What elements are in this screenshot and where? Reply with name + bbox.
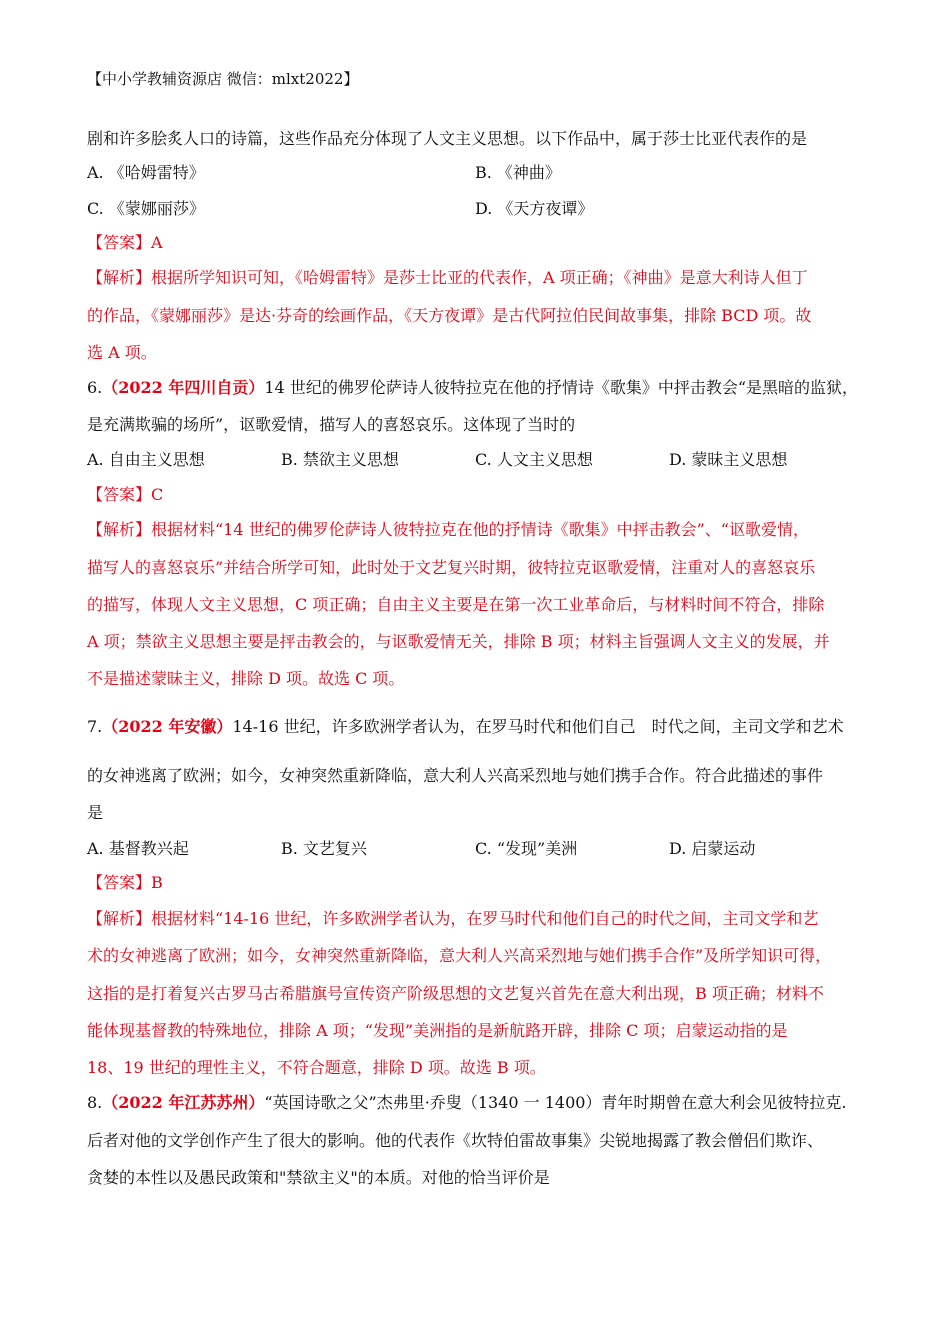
q5-stem: 剧和许多脍炙人口的诗篇，这些作品充分体现了人文主义思想。以下作品中，属于莎士比亚代表作的是	[87, 129, 808, 148]
q5-analysis-line: 选 A 项。	[87, 343, 157, 362]
q5-option-a: A. 《哈姆雷特》	[87, 163, 205, 182]
q5-analysis-line: 【解析】根据所学知识可知，《哈姆雷特》是莎士比亚的代表作，A 项正确；《神曲》是意大利诗人但丁	[87, 268, 808, 287]
q7-analysis-line: 18、19 世纪的理性主义，不符合题意，排除 D 项。故选 B 项。	[87, 1058, 546, 1077]
q6-source: （2022 年四川自贡）	[102, 378, 265, 397]
q6-option-b: B. 禁欲主义思想	[281, 450, 399, 469]
q6-option-d: D. 蒙昧主义思想	[669, 450, 788, 469]
q6-answer: 【答案】C	[87, 485, 164, 504]
q6-analysis-line: 描写人的喜怒哀乐”并结合所学可知，此时处于文艺复兴时期，彼特拉克讴歌爱情，注重对人的喜怒哀乐	[87, 558, 816, 577]
q7-analysis-line: 【解析】根据材料“14-16 世纪，许多欧洲学者认为，在罗马时代和他们自己的时代之间，主司文学和艺	[87, 909, 819, 928]
q8-stem-line-1	[87, 1093, 847, 1113]
q6-stem-text: 14 世纪的佛罗伦萨诗人彼特拉克在他的抒情诗《歌集》中抨击教会“是黑暗的监狱，	[264, 378, 859, 397]
q5-option-d: D. 《天方夜谭》	[475, 199, 594, 218]
q7-analysis-line: 能体现基督教的特殊地位，排除 A 项；“发现”美洲指的是新航路开辟，排除 C 项；启蒙运动指的是	[87, 1021, 788, 1040]
q7-answer: 【答案】B	[87, 873, 163, 892]
q6-number: 6.	[87, 378, 103, 397]
q7-stem-line-1	[87, 717, 844, 737]
q5-answer: 【答案】A	[87, 233, 163, 252]
q8-stem-line-3: 贪婪的本性以及愚民政策和"禁欲主义"的本质。对他的恰当评价是	[87, 1168, 550, 1187]
q7-option-c: C. “发现”美洲	[475, 839, 578, 858]
q7-number: 7.	[87, 717, 103, 736]
page-header: 【中小学教辅资源店 微信：mlxt2022】	[87, 70, 359, 88]
q7-analysis-line: 这指的是打着复兴古罗马古希腊旗号宣传资产阶级思想的文艺复兴首先在意大利出现，B 项正确；材料不	[87, 984, 824, 1003]
q7-stem-text: 14-16 世纪，许多欧洲学者认为，在罗马时代和他们自己 时代之间，主司文学和艺术	[232, 717, 844, 736]
q7-option-a: A. 基督教兴起	[87, 839, 189, 858]
q8-number: 8.	[87, 1093, 103, 1112]
q7-source: （2022 年安徽）	[102, 717, 233, 736]
q6-analysis-line: 的描写，体现人文主义思想，C 项正确；自由主义主要是在第一次工业革命后，与材料时间不符合，排除	[87, 595, 825, 614]
q5-analysis-line: 的作品，《蒙娜丽莎》是达·芬奇的绘画作品，《天方夜谭》是古代阿拉伯民间故事集，排除 BCD 项。故	[87, 306, 812, 325]
q7-stem-line-3: 是	[87, 803, 104, 822]
q7-option-b: B. 文艺复兴	[281, 839, 367, 858]
q8-source: （2022 年江苏苏州）	[102, 1093, 265, 1112]
q6-option-a: A. 自由主义思想	[87, 450, 205, 469]
q7-option-d: D. 启蒙运动	[669, 839, 756, 858]
q7-analysis-line: 术的女神逃离了欧洲；如今，女神突然重新降临，意大利人兴高采烈地与她们携手合作”及所学知识可得，	[87, 946, 832, 965]
q6-stem-line-1	[87, 378, 858, 398]
q6-analysis-line: 不是描述蒙昧主义，排除 D 项。故选 C 项。	[87, 669, 405, 688]
q8-stem-line-2: 后者对他的文学创作产生了很大的影响。他的代表作《坎特伯雷故事集》尖锐地揭露了教会僧侣们欺诈、	[87, 1131, 824, 1150]
q6-stem-line-2: 是充满欺骗的场所”，讴歌爱情，描写人的喜怒哀乐。这体现了当时的	[87, 415, 576, 434]
q7-stem-line-2: 的女神逃离了欧洲；如今，女神突然重新降临，意大利人兴高采烈地与她们携手合作。符合此描述的事件	[87, 766, 824, 785]
q6-analysis-line: 【解析】根据材料“14 世纪的佛罗伦萨诗人彼特拉克在他的抒情诗《歌集》中抨击教会”、“讴歌爱情，	[87, 520, 809, 539]
q8-stem-text: “英国诗歌之父”杰弗里·乔叟（1340 一 1400）青年时期曾在意大利会见彼特拉克.	[264, 1093, 847, 1112]
q5-option-c: C. 《蒙娜丽莎》	[87, 199, 205, 218]
q5-option-b: B. 《神曲》	[475, 163, 561, 182]
q6-option-c: C. 人文主义思想	[475, 450, 593, 469]
q6-analysis-line: A 项；禁欲主义思想主要是抨击教会的，与讴歌爱情无关，排除 B 项；材料主旨强调人文主义的发展，并	[87, 632, 830, 651]
